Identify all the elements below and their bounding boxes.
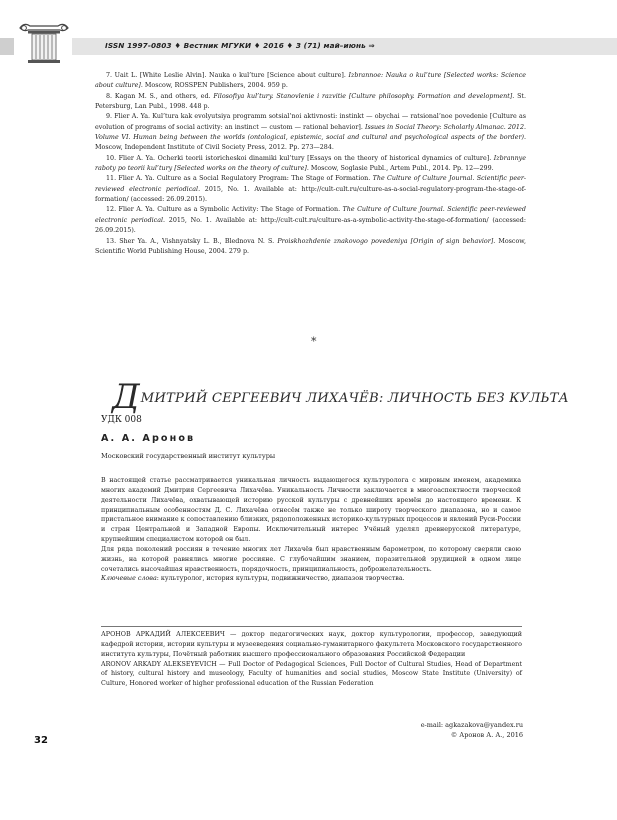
journal-issue: 3 (71) май–июнь <box>295 41 366 50</box>
reference-item: 10. Flier A. Ya. Ocherki teorii istoricheskoi dinamiki kul’tury [Essays on the theory of historical dynamics of culture]. Izbrannye raboty po teorii kul’tury [Selected works on the theory of culture]. Moscow, Soglasie Publ., Artem Publ., 2014. Pp. 12—299. <box>95 154 526 173</box>
article-title <box>112 371 569 417</box>
reference-item: 7. Uait L. [White Leslie Alvin]. Nauka o kul’ture [Science about culture]. Izbrannoe: Nauka o kul’ture [Selected works: Science about culture]. Moscow, ROSSPEN Publishers, 2004. 959 p. <box>95 72 526 90</box>
reference-item: 13. Sher Ya. A., Vishnyatsky L. B., Blednova N. S. Proiskhozhdenie znakovogo povedeniya [Origin of sign behavior]. Moscow, Scientific World Publishing House, 2004. 279 p. <box>95 237 526 255</box>
author-bio <box>101 630 522 689</box>
author-name: А. А. Аронов <box>101 433 196 444</box>
keywords-label: Ключевые слова <box>101 575 157 583</box>
contact-block <box>420 720 523 740</box>
reference-item: 9. Flier A. Ya. Kul’tura kak evolyutsiya programm sotsial’noi aktivnosti: instinkt — obychai — ratsional’noe povedenie [Culture as evolution of programs of social activity: an instinct — custom — rational behavior]. Issues in Social Theory: Scholarly Almanac. 2012. Volume VI. Human being between the worlds (ontological, epistemic, social and cultural and psychological aspects of the border). Moscow, Independent Institute of Civil Society Press, 2012. Pp. 273—284. <box>95 113 527 152</box>
reference-list <box>95 71 526 257</box>
udk-code: УДК 008 <box>101 415 142 425</box>
section-separator-asterisk: * <box>311 335 317 348</box>
copyright: © Аронов А. А., 2016 <box>450 731 523 739</box>
title-dropcap: Д <box>112 377 140 417</box>
divider <box>101 626 522 627</box>
issn: ISSN 1997-0803 <box>105 41 172 50</box>
keywords-list: : культуролог, история культуры, подвижничество, диапазон творчества. <box>156 575 405 583</box>
keywords <box>101 574 521 584</box>
reference-item: 12. Flier A. Ya. Culture as a Symbolic Activity: The Stage of Formation. The Culture of Culture Journal. Scientific peer-reviewed electronic periodical. 2015, No. 1. Available at: http://cult-cult.ru/culture-as-a-symbolic-activity-the-stage-of-formation/ (accessed: 26.09.2015). <box>95 206 526 235</box>
journal-header <box>0 0 617 62</box>
title-text: МИТРИЙ СЕРГЕЕВИЧ ЛИХАЧЁВ: ЛИЧНОСТЬ БЕЗ КУЛЬТА <box>140 391 569 406</box>
bullet-separator: ♦ <box>174 41 181 50</box>
bullet-separator: ♦ <box>253 41 261 50</box>
author-bio-en: ARONOV ARKADY ALEKSEYEVICH — Full Doctor of Pedagogical Sciences, Full Doctor of Cultural Studies, Head of Department of history, cultural history and museology, Faculty of humanities and social studies, Moscow State Institute (University) of Culture, Honored worker of higher professional education of the Russian Federation <box>101 660 522 688</box>
abstract-paragraph: Для ряда поколений россиян в течение многих лет Лихачёв был нравственным барометром, по которому сверяли свою жизнь, на которой равнялись многие россияне. С глубочайшим знанием, поразительной эрудицией в одном лице сочетались высочайшая нравственность, порядочность, принципиальность, доброжелательность. <box>101 545 521 573</box>
reference-item: 11. Flier A. Ya. Culture as a Social Regulatory Program: The Stage of Formation. The Culture of Culture Journal. Scientific peer-reviewed electronic periodical. 2015, No. 1. Available at: http://cult-cult.ru/culture-as-a-social-regulatory-program-the-stage-of-formation/ (accessed: 26.09.2015). <box>95 175 526 204</box>
author-bio-ru: АРОНОВ АРКАДИЙ АЛЕКСЕЕВИЧ — доктор педагогических наук, доктор культурологии, профессор, заведующий кафедрой истории, истории культуры и музееведения социально-гуманитарного факультета Московского государственного института культуры, Почётный работник высшего профессионального образования Российской Федерации <box>101 631 522 658</box>
author-email: e-mail: agkazakova@yandex.ru <box>420 721 523 729</box>
abstract <box>101 476 521 584</box>
journal-issue-line <box>105 41 375 50</box>
page-number: 32 <box>34 735 48 746</box>
author-affiliation: Московский государственный институт культуры <box>101 452 276 460</box>
arrow-icon: ⇒ <box>368 41 375 50</box>
abstract-paragraph: В настоящей статье рассматривается уникальная личность выдающегося культуролога с мировым именем, академика многих академий Дмитрия Сергеевича Лихачёва. Уникальность Личности заключается в многоаспектности творческой деятельности Лихачёва, охватывающей историю русской культуры с древнейших времён до настоящего времени. К принципиальным особенностям Д. С. Лихачёва отнесём также не только широту творческого диапазона, но и самое пристальное внимание к сопоставлению близких, рядоположенных историко-культурных процессов и явлений Руси-России и стран Центральной и Западной Европы. Исключительный интерес Учёный уделял древнерусской литературе, крупнейшим специалистом которой он был. <box>101 477 521 544</box>
reference-item: 8. Kagan M. S., and others, ed. Filosofiya kul’tury. Stanovlenie i razvitie [Culture philosophy. Formation and development]. St. Petersburg, Lan Publ., 1998. 448 p. <box>95 92 526 111</box>
journal-name: Вестник МГУКИ <box>183 41 252 50</box>
bullet-separator: ♦ <box>286 41 294 50</box>
column-logo-icon <box>14 18 72 64</box>
journal-year: 2016 <box>263 41 284 50</box>
